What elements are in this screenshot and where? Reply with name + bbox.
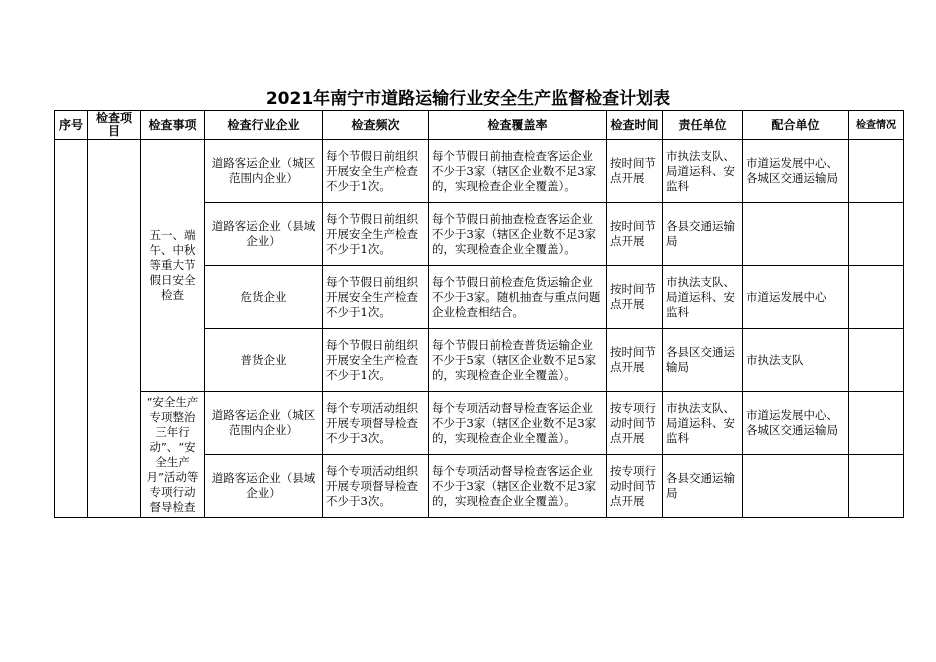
status-cell[interactable] — [849, 140, 904, 203]
cooperate-cell — [743, 455, 849, 518]
cooperate-cell: 市执法支队 — [743, 329, 849, 392]
time-cell: 按时间节点开展 — [607, 203, 663, 266]
cooperate-cell — [743, 203, 849, 266]
frequency-cell: 每个节假日前组织开展安全生产检查不少于1次。 — [323, 266, 429, 329]
coverage-cell: 每个节假日前检查危货运输企业不少于3家。随机抽查与重点问题企业检查相结合。 — [429, 266, 607, 329]
cooperate-cell: 市道运发展中心、各城区交通运输局 — [743, 140, 849, 203]
status-cell[interactable] — [849, 266, 904, 329]
frequency-cell: 每个专项活动组织开展专项督导检查不少于3次。 — [323, 455, 429, 518]
header-coverage: 检查覆盖率 — [429, 111, 607, 140]
status-cell[interactable] — [849, 392, 904, 455]
time-cell: 按专项行动时间节点开展 — [607, 392, 663, 455]
header-time: 检查时间 — [607, 111, 663, 140]
header-item: 检查项目 — [88, 111, 141, 140]
page-title: 2021年南宁市道路运输行业安全生产监督检查计划表 — [265, 89, 671, 109]
cooperate-cell: 市道运发展中心、各城区交通运输局 — [743, 392, 849, 455]
responsible-cell: 各县交通运输局 — [663, 455, 743, 518]
coverage-cell: 每个专项活动督导检查客运企业不少于3家（辖区企业数不足3家的，实现检查企业全覆盖）。 — [429, 455, 607, 518]
coverage-cell: 每个节假日前检查普货运输企业不少于5家（辖区企业数不足5家的，实现检查企业全覆盖）。 — [429, 329, 607, 392]
matter-cell: “安全生产专项整治三年行动”、“安全生产月”活动等专项行动督导检查 — [141, 392, 205, 518]
enterprise-cell: 道路客运企业（县域企业） — [205, 203, 323, 266]
status-cell[interactable] — [849, 203, 904, 266]
enterprise-cell: 危货企业 — [205, 266, 323, 329]
cooperate-cell: 市道运发展中心 — [743, 266, 849, 329]
enterprise-cell: 道路客运企业（县域企业） — [205, 455, 323, 518]
status-cell[interactable] — [849, 455, 904, 518]
responsible-cell: 市执法支队、局道运科、安监科 — [663, 392, 743, 455]
responsible-cell: 各县区交通运输局 — [663, 329, 743, 392]
responsible-cell: 市执法支队、局道运科、安监科 — [663, 266, 743, 329]
table-row — [55, 140, 904, 203]
responsible-cell: 各县交通运输局 — [663, 203, 743, 266]
header-frequency: 检查频次 — [323, 111, 429, 140]
table-row — [55, 392, 904, 455]
responsible-cell: 市执法支队、局道运科、安监科 — [663, 140, 743, 203]
frequency-cell: 每个节假日前组织开展安全生产检查不少于1次。 — [323, 329, 429, 392]
time-cell: 按专项行动时间节点开展 — [607, 455, 663, 518]
coverage-cell: 每个节假日前抽查检查客运企业不少于3家（辖区企业数不足3家的，实现检查企业全覆盖）。 — [429, 203, 607, 266]
header-enterprise: 检查行业企业 — [205, 111, 323, 140]
header-responsible: 责任单位 — [663, 111, 743, 140]
coverage-cell: 每个专项活动督导检查客运企业不少于3家（辖区企业数不足3家的，实现检查企业全覆盖）。 — [429, 392, 607, 455]
header-matter: 检查事项 — [141, 111, 205, 140]
time-cell: 按时间节点开展 — [607, 329, 663, 392]
inspection-plan-table — [54, 110, 904, 518]
status-cell[interactable] — [849, 329, 904, 392]
header-cooperate: 配合单位 — [743, 111, 849, 140]
enterprise-cell: 道路客运企业（城区范围内企业） — [205, 392, 323, 455]
item-cell — [88, 140, 141, 518]
matter-cell: 五一、端午、中秋等重大节假日安全检查 — [141, 140, 205, 392]
frequency-cell: 每个专项活动组织开展专项督导检查不少于3次。 — [323, 392, 429, 455]
frequency-cell: 每个节假日前组织开展安全生产检查不少于1次。 — [323, 140, 429, 203]
time-cell: 按时间节点开展 — [607, 266, 663, 329]
frequency-cell: 每个节假日前组织开展安全生产检查不少于1次。 — [323, 203, 429, 266]
seq-cell — [55, 140, 88, 518]
header-seq: 序号 — [55, 111, 88, 140]
time-cell: 按时间节点开展 — [607, 140, 663, 203]
header-status: 检查情况 — [849, 111, 904, 140]
enterprise-cell: 普货企业 — [205, 329, 323, 392]
enterprise-cell: 道路客运企业（城区范围内企业） — [205, 140, 323, 203]
inspection-plan-sheet — [54, 110, 904, 530]
coverage-cell: 每个节假日前抽查检查客运企业不少于3家（辖区企业数不足3家的，实现检查企业全覆盖）。 — [429, 140, 607, 203]
header-row — [55, 111, 904, 140]
